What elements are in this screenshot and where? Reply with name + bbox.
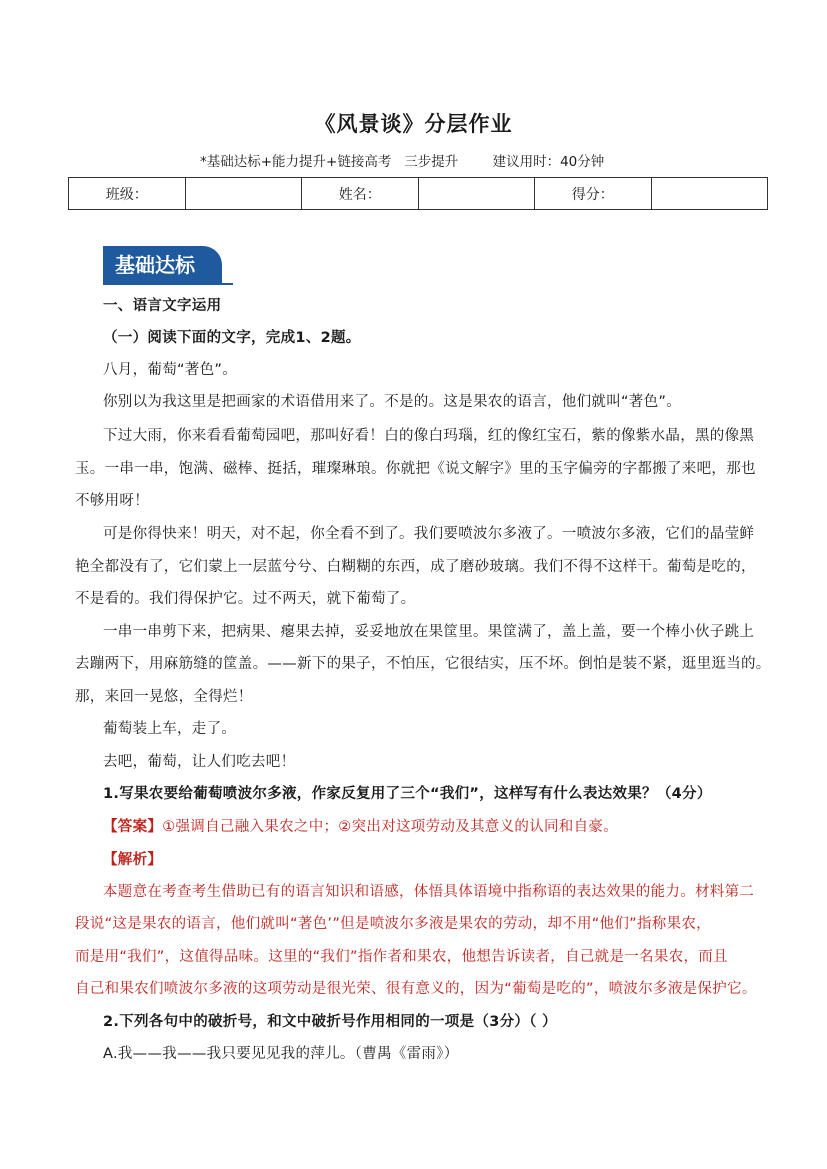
info-table	[68, 177, 768, 210]
answer-text: ①强调自己融入果农之中；②突出对这项劳动及其意义的认同和自豪。	[162, 819, 618, 835]
passage-line: 去吧，葡萄，让人们吃去吧！	[103, 754, 296, 770]
passage-line: 一串一串剪下来，把病果、瘪果去掉，妥妥地放在果筐里。果筐满了，盖上盖，要一个棒小伙子跳上	[103, 624, 755, 640]
question-2: 2.下列各句中的破折号，和文中破折号作用相同的一项是（3分）（ ）	[103, 1014, 557, 1030]
passage-line: 葡萄装上车，走了。	[103, 721, 237, 737]
section-badge: 基础达标	[103, 246, 222, 283]
answer-tag: 【答案】	[103, 819, 163, 835]
class-field[interactable]	[185, 178, 302, 210]
passage-line: 艳全都没有了，它们蒙上一层蓝兮兮、白糊糊的东西，成了磨砂玻璃。我们不得不这样干。葡萄是吃的，	[75, 559, 756, 575]
passage-line: 那，来回一晃悠，全得烂！	[75, 689, 253, 705]
name-field[interactable]	[418, 178, 535, 210]
heading-language-use: 一、语言文字运用	[103, 298, 222, 314]
page-title: 《风景谈》分层作业	[314, 112, 513, 136]
analysis-line: 本题意在考查考生借助已有的语言知识和语感，体悟具体语境中指称语的表达效果的能力。材料第二	[103, 884, 755, 900]
badge-underline	[103, 283, 233, 285]
passage-line: 去蹦两下，用麻筋缝的筐盖。——新下的果子，不怕压，它很结实，压不坏。倒怕是装不紧，逛里逛当的。	[75, 656, 771, 672]
passage-line: 八月，葡萄“著色”。	[103, 362, 238, 378]
class-label: 班级：	[69, 178, 186, 210]
answer-1	[103, 815, 758, 836]
analysis-line: 而是用“我们”，这值得品味。这里的“我们”指作者和果农，他想告诉读者，自己就是一名果农，而且	[75, 949, 728, 965]
heading-reading-task: （一）阅读下面的文字，完成1、2题。	[103, 330, 361, 346]
subtitle: *基础达标+能力提升+链接高考 三步提升 建议用时：40分钟	[200, 154, 605, 170]
analysis-line: 段说“这是果农的语言，他们就叫“著色’”但是喷波尔多液是果农的劳动，却不用“他们”指称果农，	[75, 916, 711, 932]
passage-line: 不够用呀！	[75, 493, 149, 509]
passage-line: 可是你得快来！明天，对不起，你全看不到了。我们要喷波尔多液了。一喷波尔多液，它们的晶莹鲜	[103, 526, 755, 542]
analysis-line: 自己和果农们喷波尔多液的这项劳动是很光荣、很有意义的，因为“葡萄是吃的”，喷波尔多液是保护它。	[75, 981, 757, 997]
passage-line: 你别以为我这里是把画家的术语借用来了。不是的。这是果农的语言，他们就叫“著色”。	[103, 394, 682, 410]
score-label: 得分：	[535, 178, 652, 210]
option-a: A.我——我——我只要见见我的萍儿。（曹禺《雷雨》）	[103, 1046, 459, 1062]
question-1: 1.写果农要给葡萄喷波尔多液，作家反复用了三个“我们”，这样写有什么表达效果？（4分）	[103, 786, 712, 802]
passage-line: 玉。一串一串，饱满、磁棒、挺括，璀璨琳琅。你就把《说文解字》里的玉字偏旁的字都搬了来吧，那也	[75, 461, 756, 477]
score-field[interactable]	[651, 178, 768, 210]
passage-line: 不是看的。我们得保护它。过不两天，就下葡萄了。	[75, 591, 416, 607]
analysis-tag: 【解析】	[103, 852, 163, 868]
name-label: 姓名：	[302, 178, 419, 210]
passage-line: 下过大雨，你来看看葡萄园吧，那叫好看！白的像白玛瑙，红的像红宝石，紫的像紫水晶，黑的像黑	[103, 428, 755, 444]
